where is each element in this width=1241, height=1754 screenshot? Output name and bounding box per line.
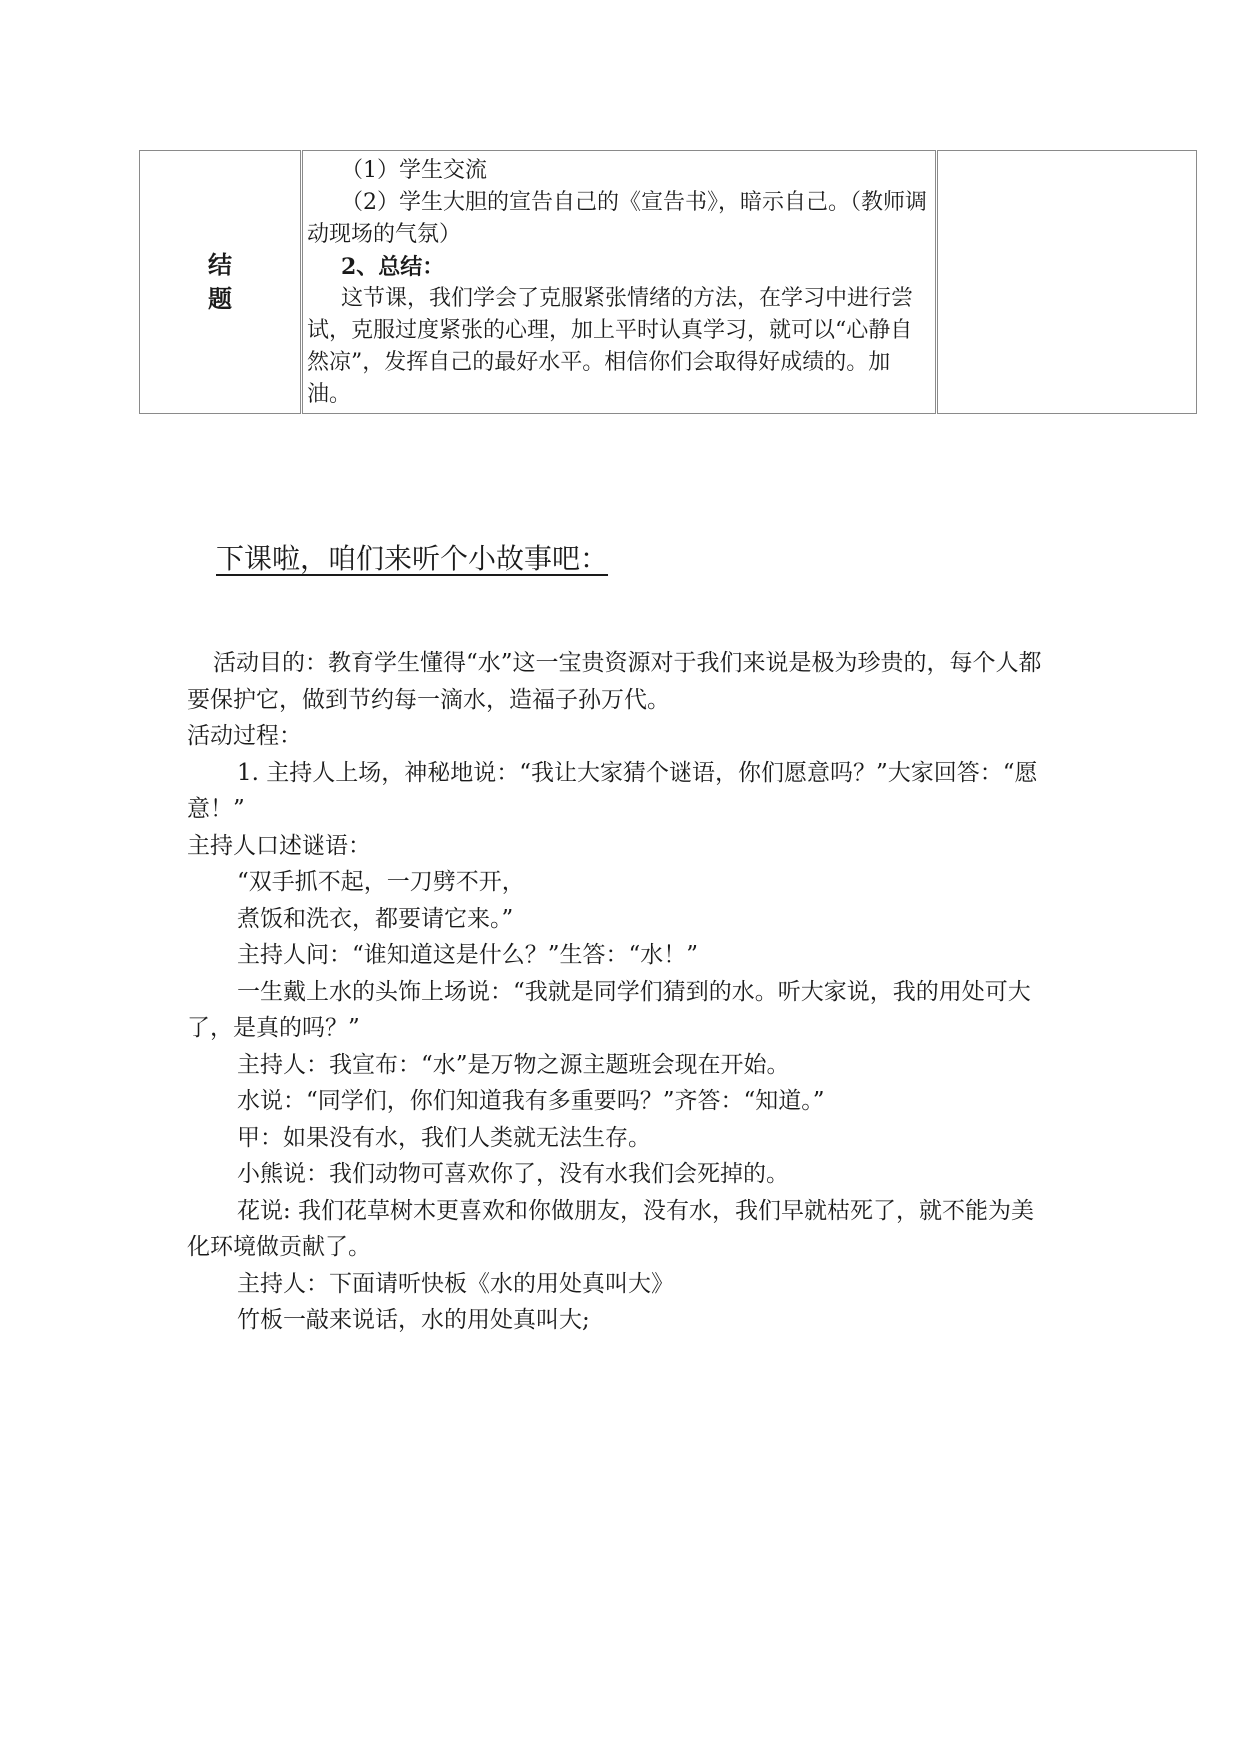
section-label-cell — [140, 151, 302, 414]
content-line-2: （2）学生大胆的宣告自己的《宣告书》，暗示自己。（教师调动现场的气氛） — [307, 190, 927, 247]
paragraph-4: 主持人口述谜语： — [187, 832, 371, 859]
lesson-plan-table — [139, 150, 1197, 414]
riddle-line-1: “双手抓不起，一刀劈不开， — [237, 869, 525, 895]
activity-process-heading: 活动过程： — [187, 723, 302, 749]
story-title: 下课啦，咱们来听个小故事吧： — [216, 542, 609, 575]
summary-heading: 2、总结： — [341, 254, 445, 280]
paragraph-3: 1. 主持人上场，神秘地说：“我让大家猜个谜语，你们愿意吗？”大家回答：“愿意！” — [187, 759, 1038, 822]
content-line-1: （1）学生交流 — [341, 158, 487, 183]
paragraph-12: 小熊说：我们动物可喜欢你了，没有水我们会死掉的。 — [237, 1161, 789, 1187]
paragraph-14: 主持人：下面请听快板《水的用处真叫大》 — [237, 1270, 674, 1297]
activity-goal: 活动目的：教育学生懂得“水”这一宝贵资源对于我们来说是极为珍贵的，每个人都要保护它，做到节约每一滴水，造福子孙万代。 — [187, 650, 1042, 713]
riddle-line-2: 煮饭和洗衣，都要请它来。” — [237, 905, 514, 932]
table-row — [140, 151, 1197, 414]
paragraph-15: 竹板一敲来说话，水的用处真叫大; — [237, 1307, 590, 1333]
paragraph-9: 主持人：我宣布：“水”是万物之源主题班会现在开始。 — [237, 1051, 790, 1078]
summary-text: 这节课，我们学会了克服紧张情绪的方法，在学习中进行尝试，克服过度紧张的心理，加上平时认真学习，就可以“心静自然凉”，发挥自己的最好水平。相信你们会取得好成绩的。加油。 — [307, 286, 914, 407]
paragraph-7: 主持人问：“谁知道这是什么？”生答：“水！” — [237, 942, 699, 968]
paragraph-10: 水说：“同学们，你们知道我有多重要吗？”齐答：“知道。” — [237, 1088, 825, 1114]
paragraph-11: 甲：如果没有水，我们人类就无法生存。 — [237, 1124, 651, 1151]
paragraph-8: 一生戴上水的头饰上场说：“我就是同学们猜到的水。听大家说，我的用处可大了，是真的吗？” — [187, 978, 1031, 1041]
section-label: 结题 — [208, 250, 232, 313]
notes-cell — [937, 151, 1197, 414]
story-body — [187, 645, 1047, 1339]
section-content-cell — [302, 151, 937, 414]
paragraph-13: 花说: 我们花草树木更喜欢和你做朋友，没有水，我们早就枯死了，就不能为美化环境做贡献了。 — [187, 1197, 1035, 1260]
